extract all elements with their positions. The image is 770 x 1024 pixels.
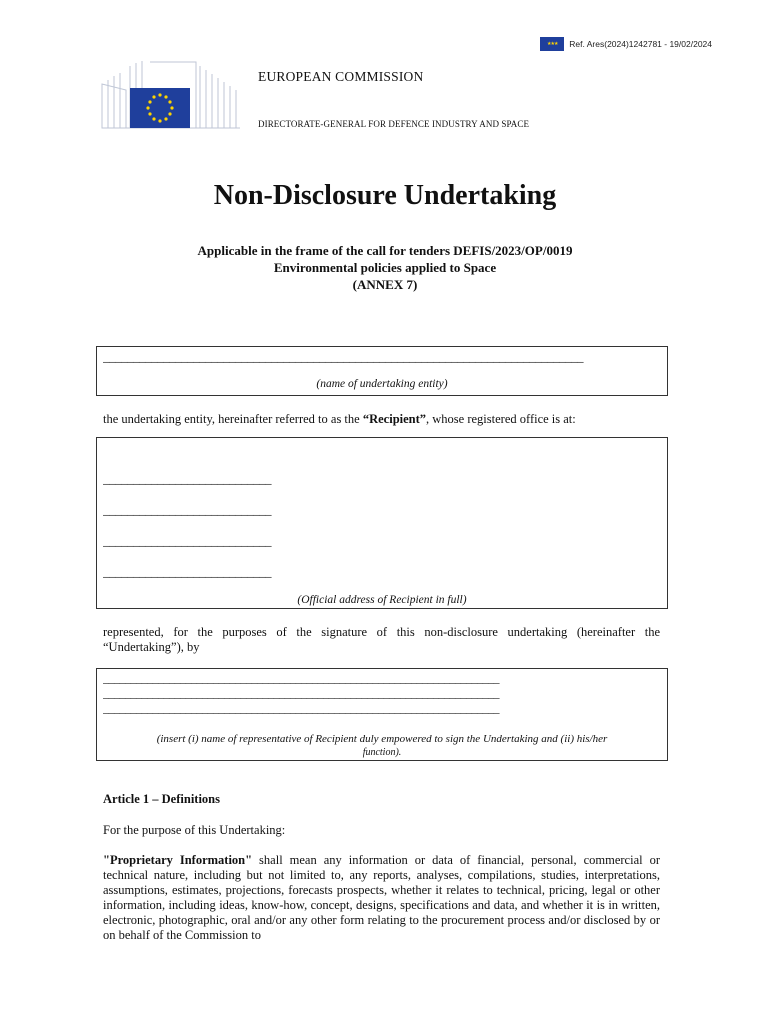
project-title: Environmental policies applied to Space — [273, 260, 497, 275]
address-line: ____________________________ — [103, 564, 271, 579]
representative-line: ________________________________________________________________________ — [103, 686, 499, 700]
address-line: ____________________________ — [103, 533, 271, 548]
recipient-term: “Recipient” — [362, 412, 427, 426]
address-line: ____________________________ — [103, 502, 271, 517]
reference-text: Ref. Ares(2024)1242781 - 19/02/2024 — [569, 39, 712, 49]
proprietary-information-definition: "Proprietary Information" shall mean any information or data of financial, personal, commercial or technical nature, including but not limited to, any reports, analyses, compilations, studies, interpretations, assumptions, estimates, projections, forecasts prospects, whether it relates to technical, pricing, legal or other information, including ideas, know-how, concept, designs, specifications and data, and whether it is in written, electronic, photographic, oral and/or any other form relating to the procurement process and/or disclosed by or on behalf of the Commission to — [103, 853, 660, 942]
entity-box — [96, 346, 668, 396]
entity-caption: (name of undertaking entity) — [316, 378, 448, 390]
representative-caption-cont: function). — [362, 747, 402, 758]
representative-line: ________________________________________________________________________ — [103, 671, 499, 685]
represented-paragraph: represented, for the purposes of the signature of this non-disclosure undertaking (hereinafter the “Undertaking”), by — [103, 625, 660, 654]
representative-box — [96, 668, 668, 761]
annex-label: (ANNEX 7) — [352, 277, 418, 292]
recipient-intro: the undertaking entity, hereinafter referred to as the “Recipient”, whose registered office is at: — [103, 412, 576, 426]
document-title: Non-Disclosure Undertaking — [213, 180, 557, 211]
call-reference: Applicable in the frame of the call for tenders DEFIS/2023/OP/0019 — [197, 243, 573, 258]
organization-name: EUROPEAN COMMISSION — [258, 69, 424, 84]
entity-signature-line: ________________________________________________________________________________ — [103, 349, 583, 364]
article-1-intro: For the purpose of this Undertaking: — [103, 823, 286, 837]
european-commission-logo — [100, 60, 242, 130]
directorate-name: DIRECTORATE-GENERAL FOR DEFENCE INDUSTRY AND SPACE — [258, 119, 530, 129]
representative-line: ________________________________________________________________________ — [103, 701, 499, 715]
defined-term: "Proprietary Information" — [103, 853, 253, 867]
address-box — [96, 437, 668, 609]
eu-flag-icon: ★★★ — [540, 37, 564, 51]
reference-stamp — [540, 37, 712, 51]
article-1-heading: Article 1 – Definitions — [103, 792, 220, 806]
address-line: ____________________________ — [103, 471, 271, 486]
representative-caption: (insert (i) name of representative of Recipient duly empowered to sign the Undertaking and (ii) his/her — [156, 733, 608, 745]
address-caption: (Official address of Recipient in full) — [297, 594, 467, 606]
